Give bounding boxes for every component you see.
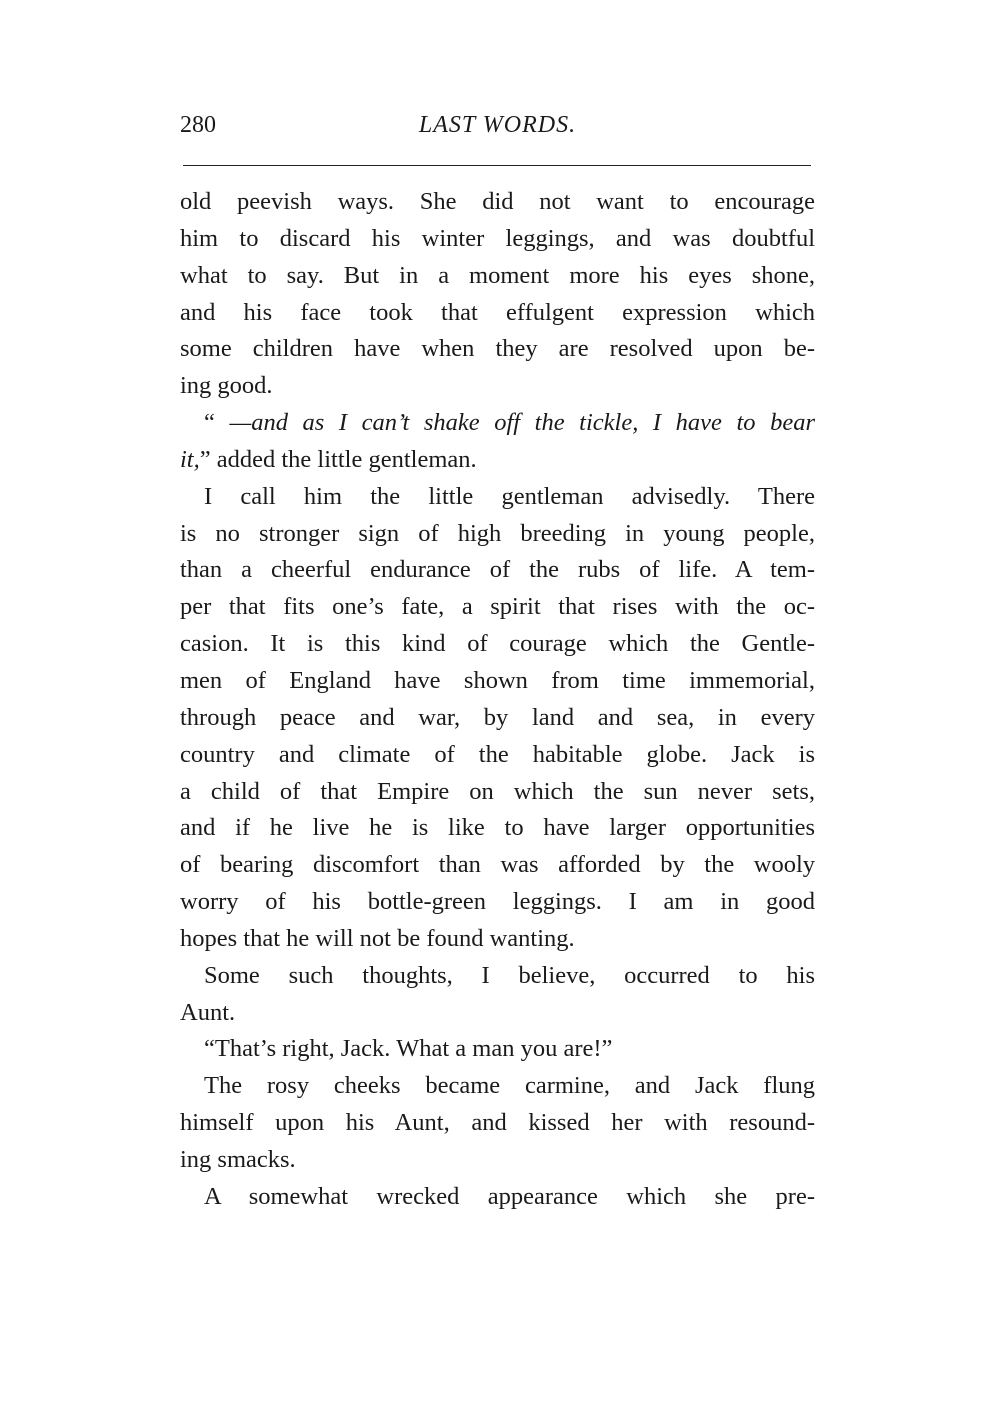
- text-segment: A somewhat wrecked appearance which she pre-: [204, 1182, 815, 1210]
- text-line: [180, 1142, 815, 1179]
- text-segment: Some such thoughts, I believe, occurred to his: [204, 961, 815, 989]
- text-segment: some children have when they are resolved upon be-: [180, 335, 815, 363]
- text-line: [180, 884, 815, 921]
- running-header: [180, 112, 815, 146]
- text-segment: worry of his bottle-green leggings. I am in good: [180, 888, 815, 916]
- text-segment: is no stronger sign of high breeding in young people,: [180, 519, 815, 547]
- italic-text: it,: [180, 445, 200, 473]
- text-segment: The rosy cheeks became carmine, and Jack flung: [204, 1072, 815, 1100]
- text-line: [180, 1068, 815, 1105]
- text-line: [180, 958, 815, 995]
- text-line: [180, 368, 815, 405]
- text-line: [180, 405, 815, 442]
- text-segment: and if he live he is like to have larger opportunities: [180, 814, 815, 842]
- text-line: [180, 1031, 815, 1068]
- text-line: [180, 995, 815, 1032]
- text-segment: of bearing discomfort than was afforded by the wooly: [180, 851, 815, 879]
- text-line: [180, 589, 815, 626]
- text-line: [180, 626, 815, 663]
- text-line: [180, 516, 815, 553]
- text-segment: him to discard his winter leggings, and was doubtful: [180, 224, 815, 252]
- text-line: [180, 331, 815, 368]
- text-segment: what to say. But in a moment more his eyes shone,: [180, 261, 815, 289]
- text-segment: old peevish ways. She did not want to encourage: [180, 188, 815, 215]
- text-segment: ing smacks.: [180, 1145, 296, 1173]
- text-segment: himself upon his Aunt, and kissed her with resound-: [180, 1109, 815, 1137]
- text-segment: ” added the little gentleman.: [199, 445, 477, 473]
- text-line: [180, 663, 815, 700]
- text-segment: through peace and war, by land and sea, in every: [180, 703, 815, 731]
- text-segment: per that fits one’s fate, a spirit that rises with the oc-: [180, 593, 815, 621]
- text-segment: country and climate of the habitable globe. Jack is: [180, 740, 815, 768]
- text-segment: than a cheerful endurance of the rubs of life. A tem-: [180, 556, 815, 584]
- text-line: [180, 479, 815, 516]
- text-segment: men of England have shown from time immemorial,: [180, 666, 815, 694]
- text-line: [180, 1179, 815, 1216]
- header-rule: [183, 165, 811, 166]
- text-line: [180, 221, 815, 258]
- text-segment: “That’s right, Jack. What a man you are!”: [204, 1035, 613, 1063]
- text-line: [180, 774, 815, 811]
- text-segment: I call him the little gentleman advisedly. There: [204, 482, 815, 510]
- text-segment: a child of that Empire on which the sun never sets,: [180, 777, 815, 805]
- text-line: [180, 442, 815, 479]
- text-line: [180, 847, 815, 884]
- body-text: [180, 184, 815, 1216]
- text-line: [180, 552, 815, 589]
- text-line: [180, 258, 815, 295]
- text-segment: Aunt.: [180, 998, 236, 1026]
- running-title: LAST WORDS.: [418, 112, 577, 138]
- text-line: [180, 1105, 815, 1142]
- text-line: [180, 921, 815, 958]
- text-segment: hopes that he will not be found wanting.: [180, 924, 575, 952]
- text-segment: ing good.: [180, 372, 273, 400]
- text-line: [180, 700, 815, 737]
- text-line: [180, 737, 815, 774]
- text-line: [180, 184, 815, 221]
- page-number: 280: [180, 112, 216, 138]
- text-segment: “: [204, 409, 230, 437]
- text-segment: casion. It is this kind of courage which the Gentle-: [180, 630, 815, 658]
- text-segment: and his face took that effulgent expression which: [180, 298, 815, 326]
- text-line: [180, 295, 815, 332]
- italic-text: —and as I can’t shake off the tickle, I have to bear: [229, 409, 815, 437]
- text-line: [180, 810, 815, 847]
